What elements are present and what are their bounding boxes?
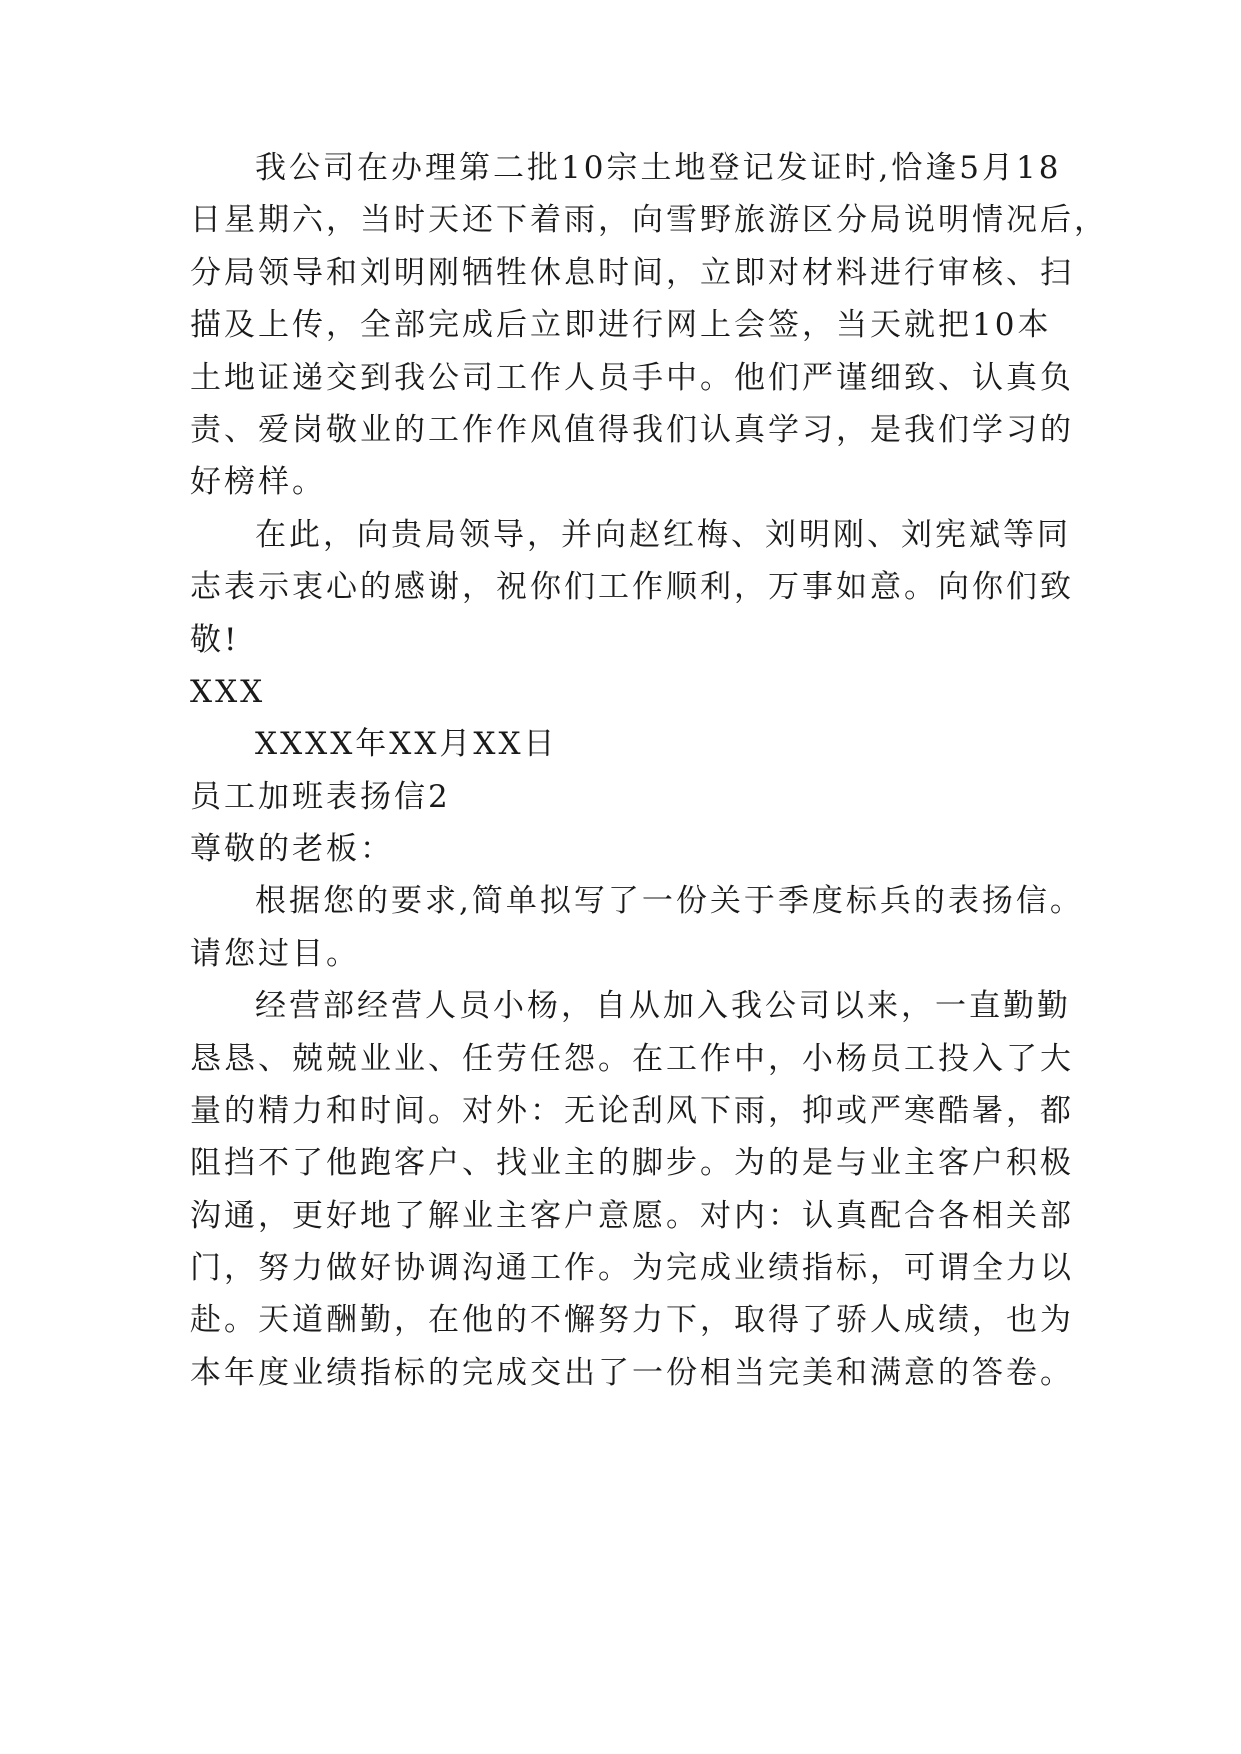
paragraph-line: 赴。天道酬勤，在他的不懈努力下，取得了骄人成绩，也为 [190, 1302, 1074, 1338]
paragraph-line: 责、爱岗敬业的工作作风值得我们认真学习，是我们学习的 [190, 412, 1074, 448]
paragraph-line: 敬! [190, 622, 240, 658]
paragraph-line: 请您过目。 [190, 936, 360, 972]
paragraph-line: 志表示衷心的感谢，祝你们工作顺利，万事如意。向你们致 [190, 569, 1074, 605]
paragraph-line: 土地证递交到我公司工作人员手中。他们严谨细致、认真负 [190, 360, 1074, 396]
paragraph-line: 沟通，更好地了解业主客户意愿。对内：认真配合各相关部 [190, 1198, 1074, 1234]
paragraph-line: 好榜样。 [190, 464, 326, 500]
paragraph-line: 根据您的要求,简单拟写了一份关于季度标兵的表扬信。 [255, 883, 1084, 919]
paragraph-line: 经营部经营人员小杨，自从加入我公司以来，一直勤勤 [255, 988, 1071, 1024]
salutation: 尊敬的老板： [190, 831, 394, 867]
signature-date: XXXX年XX月XX日 [255, 726, 558, 762]
paragraph-line: 分局领导和刘明刚牺牲休息时间，立即对材料进行审核、扫 [190, 255, 1074, 291]
section-title: 员工加班表扬信2 [190, 779, 451, 815]
paragraph-line: 本年度业绩指标的完成交出了一份相当完美和满意的答卷。 [190, 1355, 1074, 1391]
paragraph-line: 量的精力和时间。对外：无论刮风下雨，抑或严寒酷暑，都 [190, 1093, 1074, 1129]
signature-name: XXX [190, 674, 266, 710]
paragraph-line: 恳恳、兢兢业业、任劳任怨。在工作中，小杨员工投入了大 [190, 1041, 1074, 1077]
paragraph-line: 描及上传，全部完成后立即进行网上会签，当天就把10本 [190, 307, 1052, 343]
paragraph-line: 日星期六，当时天还下着雨，向雪野旅游区分局说明情况后， [190, 202, 1108, 238]
paragraph-line: 在此，向贵局领导，并向赵红梅、刘明刚、刘宪斌等同 [255, 517, 1071, 553]
paragraph-line: 我公司在办理第二批10宗土地登记发证时,恰逢5月18 [255, 150, 1062, 186]
paragraph-line: 阻挡不了他跑客户、找业主的脚步。为的是与业主客户积极 [190, 1145, 1074, 1181]
paragraph-line: 门，努力做好协调沟通工作。为完成业绩指标，可谓全力以 [190, 1250, 1074, 1286]
